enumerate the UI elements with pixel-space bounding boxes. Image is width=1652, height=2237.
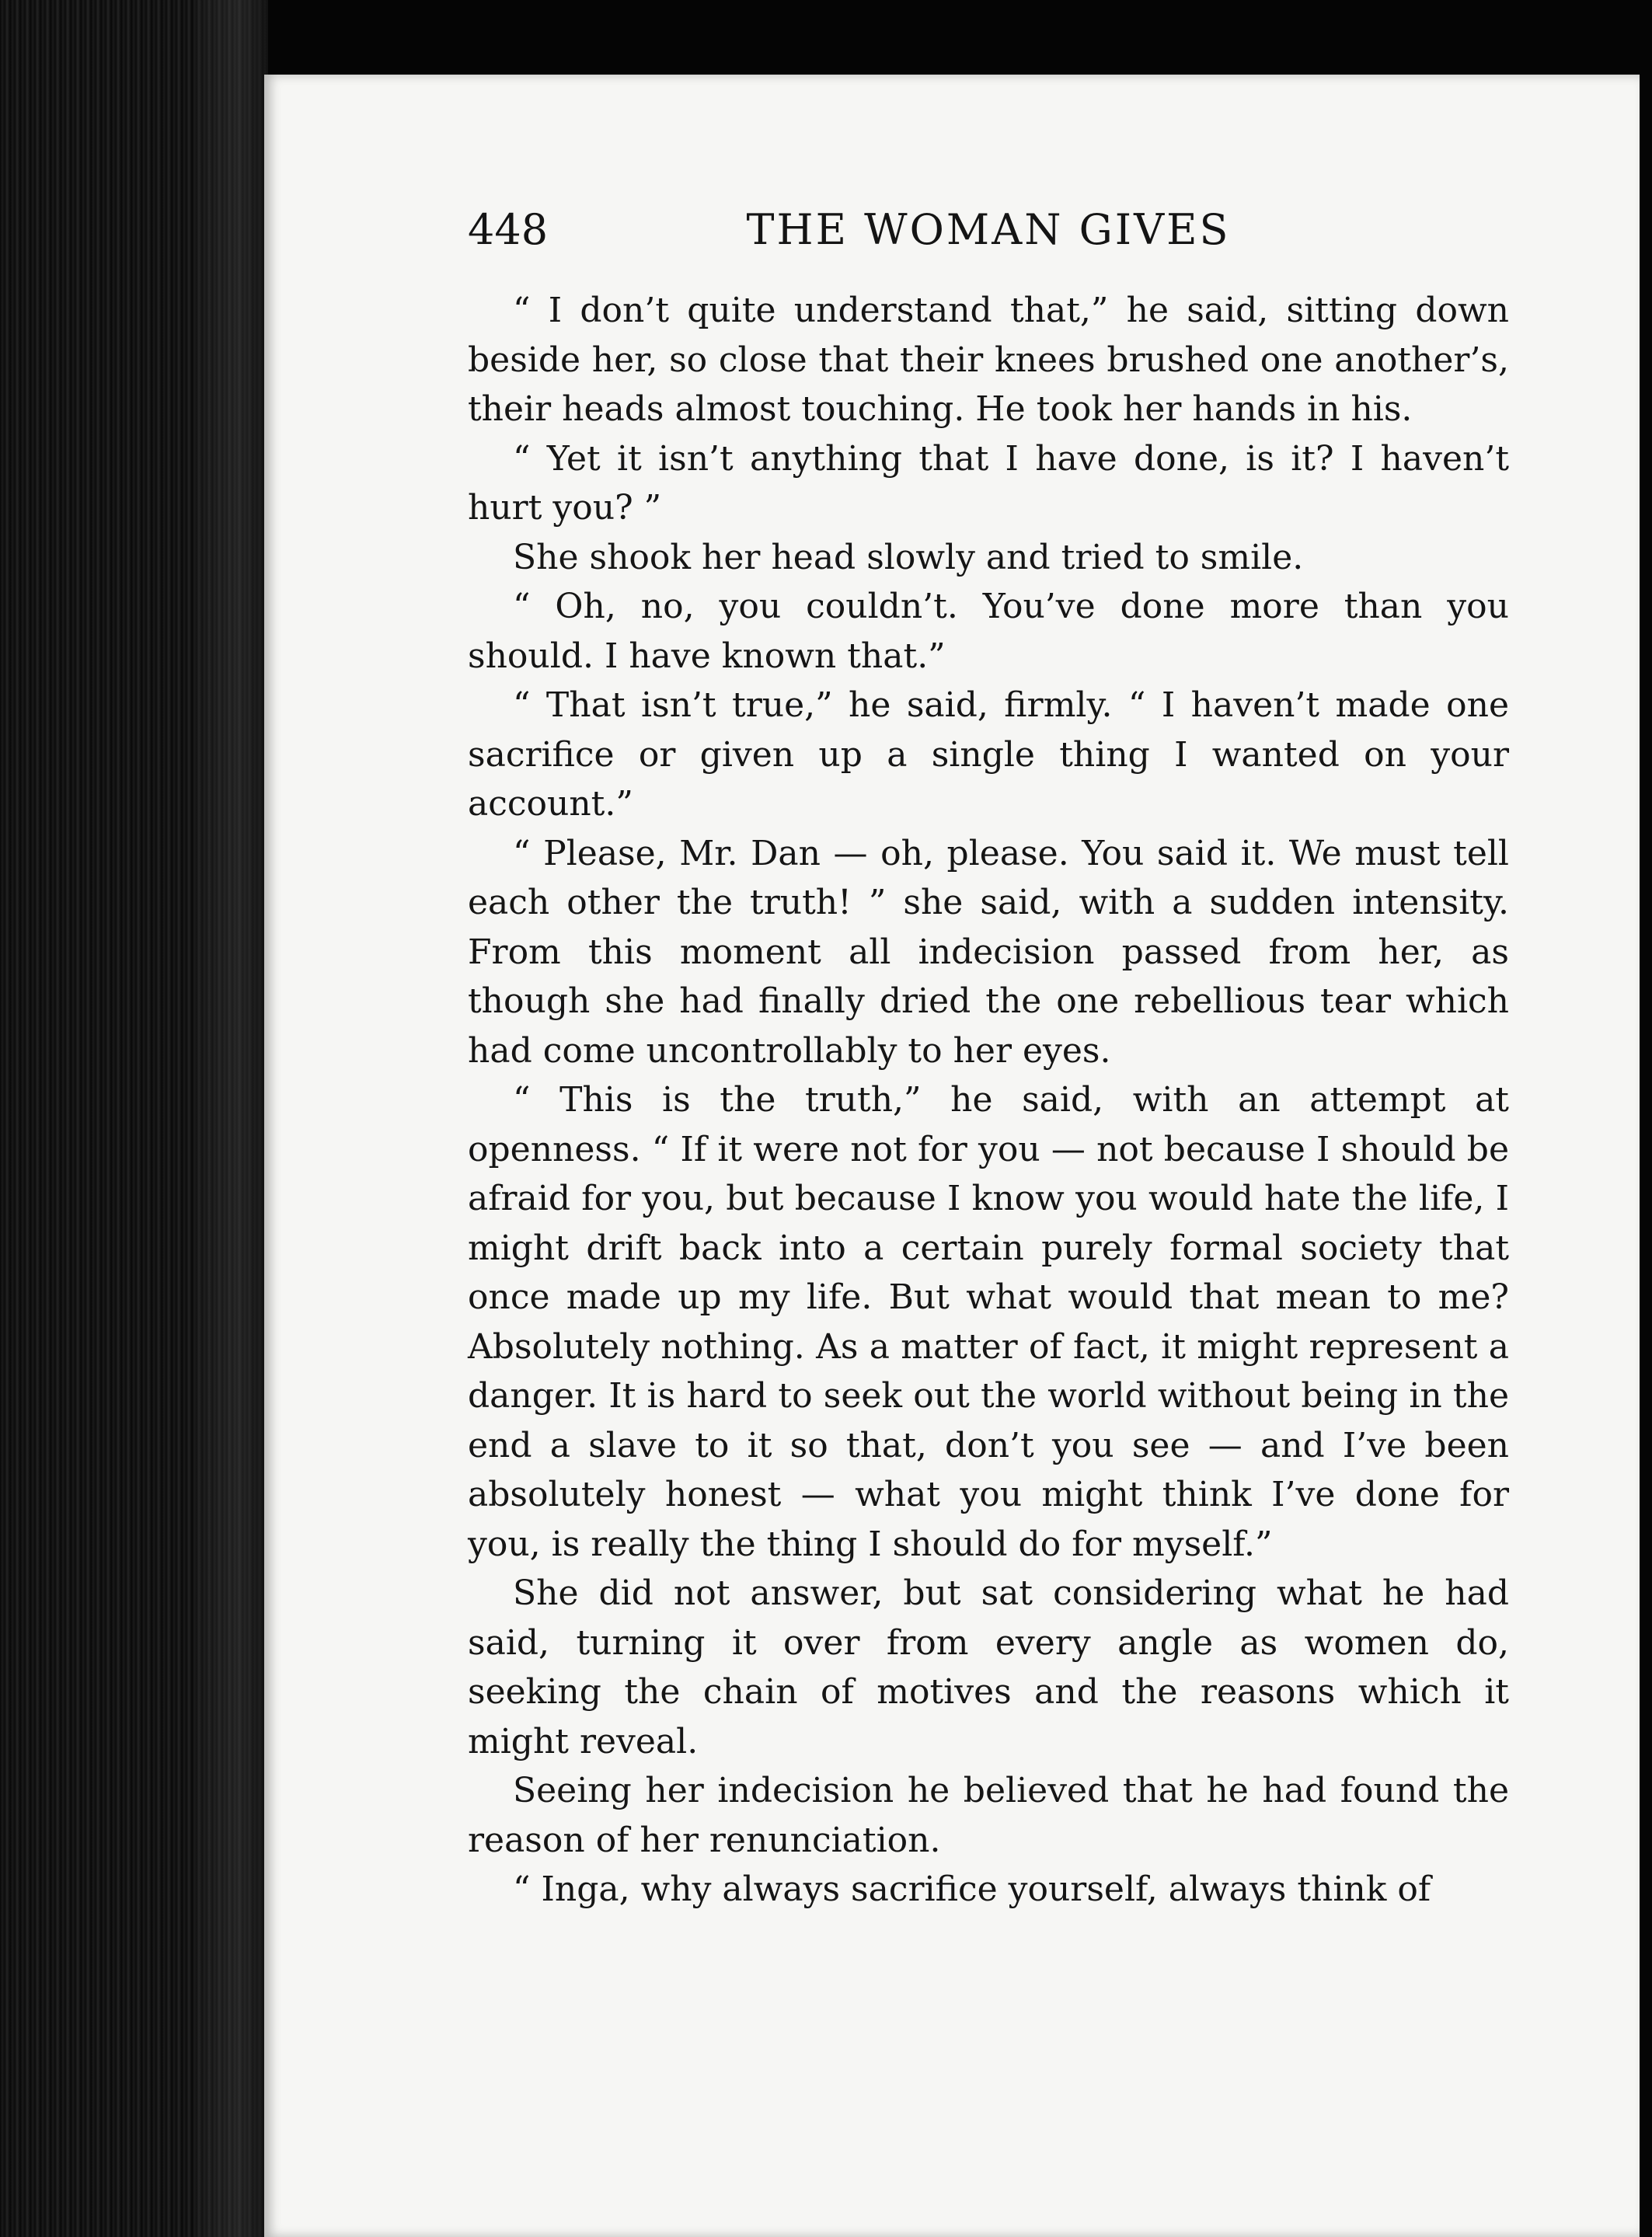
paragraph: “ Please, Mr. Dan — oh, please. You said it. We must tell each other the truth! ” she said, with a sudden intensity. From this moment all indecision passed from her, as though she had finally dried the one rebellious tear which had come uncontrollably to her eyes.: [468, 833, 1509, 1071]
paragraph: She did not answer, but sat considering what he had said, turning it over from every angle as women do, seeking the chain of motives and the reasons which it might reveal.: [468, 1573, 1509, 1761]
running-head: THE WOMAN GIVES: [746, 205, 1231, 254]
body-text: [468, 286, 1509, 1915]
book-page: [264, 75, 1640, 2237]
paragraph: “ This is the truth,” he said, with an attempt at openness. “ If it were not for you — not because I should be afraid for you, but because I know you would hate the life, I might drift back into a certain purely formal society that once made up my life. But what would that mean to me? Absolutely nothing. As a matter of fact, it might represent a danger. It is hard to seek out the world without being in the end a slave to it so that, don’t you see — and I’ve been absolutely honest — what you might think I’ve done for you, is really the thing I should do for myself.”: [468, 1080, 1509, 1564]
page-header: [468, 199, 1509, 261]
paragraph: “ Inga, why always sacrifice yourself, always think of: [513, 1869, 1431, 1909]
paragraph: She shook her head slowly and tried to smile.: [513, 537, 1304, 577]
paragraph: “ Oh, no, you couldn’t. You’ve done more than you should. I have known that.”: [468, 587, 1509, 676]
paragraph: “ I don’t quite understand that,” he said, sitting down beside her, so close that their knees brushed one another’s, their heads almost touching. He took her hands in his.: [468, 291, 1509, 429]
paragraph: Seeing her indecision he believed that he had found the reason of her renunciation.: [468, 1771, 1509, 1860]
paragraph: “ That isn’t true,” he said, firmly. “ I haven’t made one sacrifice or given up a single thing I wanted on your account.”: [468, 685, 1509, 824]
page-number: 448: [468, 205, 549, 254]
spine-shadow: [194, 0, 268, 2237]
paragraph: “ Yet it isn’t anything that I have done, is it? I haven’t hurt you? ”: [468, 438, 1509, 528]
